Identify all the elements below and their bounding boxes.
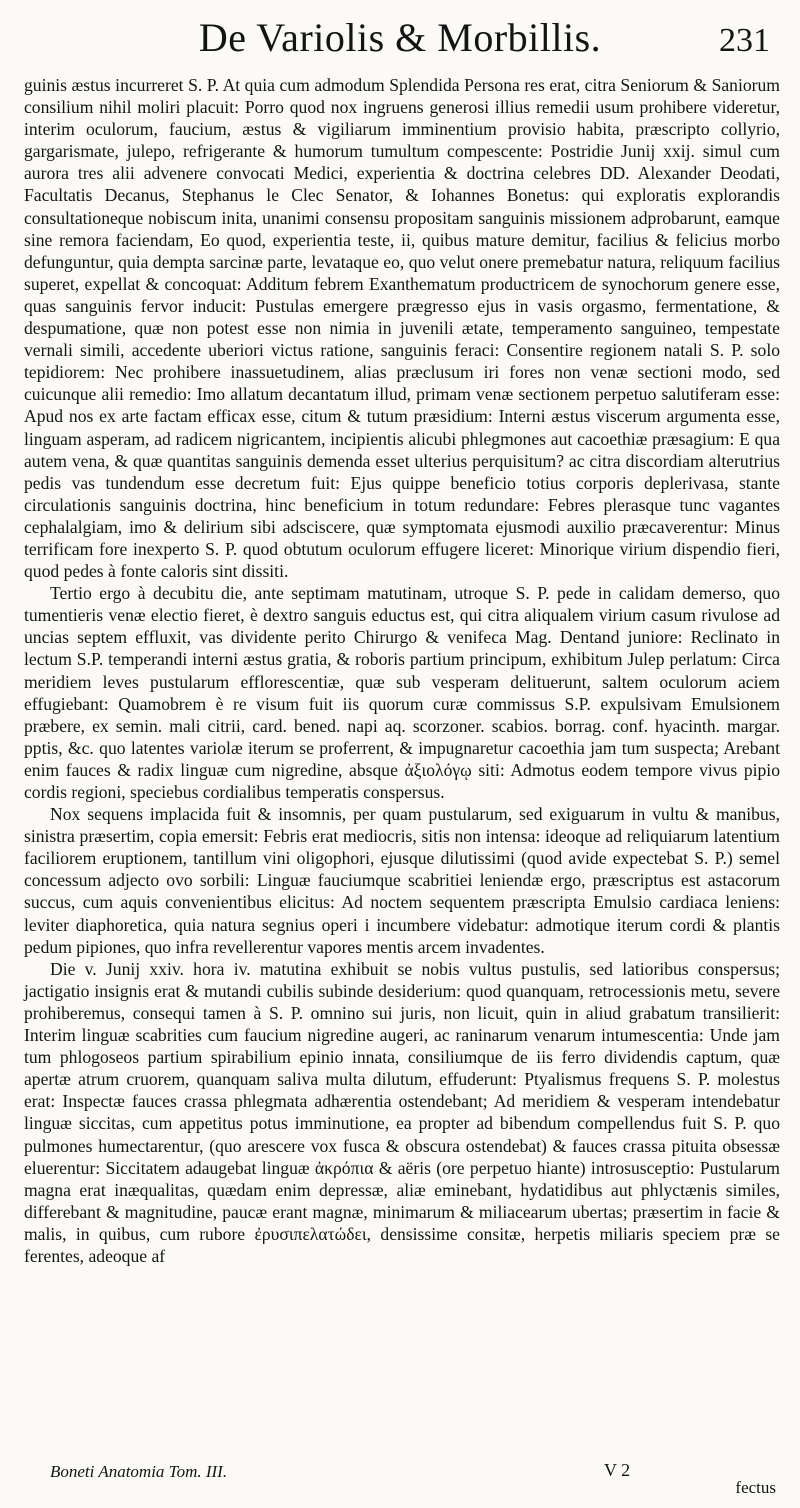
text-body bbox=[24, 74, 780, 1267]
page-title: De Variolis & Morbillis. bbox=[198, 15, 602, 60]
paragraph-3: Nox sequens implacida fuit & insomnis, per quam pustularum, sed exiguarum in vultu & manibus, sinistra præsertim, copia emersit: Febris erat mediocris, sitis non intensa: ideoque ad reliquiarum latentium faciliorem eruptionem, tantillum vini oligophori, ejusque dilutissimi (quod avide expectebat S. P.) semel concessum adjecto ovo sorbili: Linguæ fauciumque scabritiei leniendæ ergo, præscriptus est astacorum succus, cum aquis convenientibus elicitus: Ad noctem sequentem præscripta Emulsio cardiaca leniens: leviter diaphoretica, quia natura segnius operi i incumbere videbatur: admotique iterum cordi & plantis pedum pipiones, quo infra revellerentur vapores mentis arcem invadentes. bbox=[24, 804, 780, 957]
paragraph-4: Die v. Junij xxiv. hora iv. matutina exhibuit se nobis vultus pustulis, sed latioribus conspersus; jactigatio insignis erat & mutandi cubilis subinde desiderium: quod quanquam, retrocessionis metu, severe prohiberemus, consequi tamen à S. P. omnino sui juris, non licuit, quin in aliud grabatum transilierit: Interim linguæ scabrities cum faucium nigredine augeri, ac raninarum venarum intumescentia: Unde jam tum phlogoseos partium spirabilium epinio innata, consiliumque de iis ferro dividendis captum, quæ apertæ atrum cruorem, quanquam saliva multa dilutum, effuderunt: Ptyalismus frequens S. P. molestus erat: Inspectæ fauces crassa phlegmata adhærentia ostendebant; Ad meridiem & vesperam intendebatur linguæ siccitas, cum appetitus potus imminutione, ea propter ad bibendum compellendus fuit S. P. quo pulmones humectarentur, (quo arescere vox fusca & obscura ostendebat) & fauces crassa pituita obsessæ eluerentur: Siccitatem adaugebat linguæ ἀκρόπια & aëris (ore perpetuo hiante) introsusceptio: Pustularum magna erat inæqualitas, quædam enim depressæ, aliæ eminebant, hydatidibus aut phlyctænis similes, differebant & magnitudine, paucæ erant magnæ, minimarum & miliacearum ubertas; præsertim in facie & malis, in quibus, cum rubore ἐρυσιπελατώδει, densissime consitæ, herpetis miliaris speciem præ se ferentes, adeoque af bbox=[24, 958, 780, 1266]
catchword: fectus bbox=[735, 1478, 776, 1497]
running-footer-title: Boneti Anatomia Tom. III. bbox=[50, 1462, 228, 1481]
paragraph-1: guinis æstus incurreret S. P. At quia cum admodum Splendida Persona res erat, citra Seniorum & Saniorum consilium nihil moliri placuit: Porro quod nox ingruens generosi illius remedii usum prohibere videretur, interim oculorum, faucium, æstus & vigiliarum imminentium provisio habita, præscripto collyrio, gargarismate, julepo, refrigerante & humorum tumultum compescente: Postridie Junij xxij. simul cum aurora tres alii advenere convocati Medici, experientia & doctrina celebres DD. Alexander Deodati, Facultatis Decanus, Stephanus le Clec Senator, & Iohannes Bonetus: qui exploratis explorandis consultationeque nobiscum inita, unanimi consensu propositam sanguinis missionem adprobarunt, eamque sine remora faciendam, Eo quod, experientia teste, ii, quibus mature demitur, facilius & felicius morbo defunguntur, quia dempta sarcinæ parte, levataque eo, quo velut onere premebatur natura, reliquum facilius superet, expellat & concoquat: Additum febrem Exanthematum productricem de synochorum genere esse, quas sanguinis fervor inducit: Pustulas emergere prægresso ejus in vasis orgasmo, fermentatione, & despumatione, quæ non potest esse non nimia in juvenili ætate, temperamento sanguineo, tempestate vernali simili, accedente uberiori victus ratione, sanguinis feraci: Consentire regionem natali S. P. solo tepidiorem: Nec prohibere inassuetudinem, alias præclusum iri fores non venæ sectioni modo, sed cuicunque alii remedio: Imo allatum decantatum illud, primam venæ sectionem perpetuo salutiferam esse: Apud nos ex arte factam efficax esse, citum & tutum præsidium: Interni æstus viscerum argumenta esse, linguam asperam, ad radicem nigricantem, incipientis alicubi phlegmones aut cacoethiæ præsagium: E qua autem vena, & quæ quantitas sanguinis demenda esset ulterius perquisitum? ac citra discordiam alterutrius pedis vas tundendum esse decretum fuit: Ejus quippe beneficio totius corporis deplerivasa, stante circulationis sanguinis doctrina, hinc beneficium in totum redundare: Febres plerasque tunc vagantes cephalalgiam, imo & delirium sibi adsciscere, quæ symptomata ejusmodi auxilio præcaverentur: Minus terrificam fore inexperto S. P. quod obtutum oculorum effugere liceret: Minorique virium dispendio fieri, quod pedes à fonte caloris sint dissiti. bbox=[24, 75, 780, 582]
page-number: 231 bbox=[719, 22, 770, 59]
page-header bbox=[0, 0, 800, 74]
signature-mark: V 2 bbox=[604, 1460, 631, 1480]
paragraph-2: Tertio ergo à decubitu die, ante septimam matutinam, utroque S. P. pede in calidam demerso, quo tumentieris venæ electio fieret, è dextro sanguis eductus est, qui citra aliqualem virium casum rivulose ad uncias septem effluxit, vas dividente perito Chirurgo & venifeca Mag. Dentand juniore: Reclinato in lectum S.P. temperandi interni æstus gratia, & roboris partium principum, exhibitum Julep perlatum: Circa meridiem leves pustularum efflorescentiæ, quæ sub vesperam delituerunt, saltem oculorum aciem effugiebant: Quamobrem è re visum fuit iis quorum curæ commissus S.P. expulsivam Emulsionem præbere, ex semin. mali citrii, card. bened. napi aq. scorzoner. scabios. borrag. conf. hyacinth. margar. pptis, &c. quo latentes variolæ iterum se proferrent, & impugnaretur cacoethia jam tum suspecta; Arebant enim fauces & radix linguæ cum nigredine, absque ἀξιολόγῳ siti: Admotus eodem tempore vivus pipio cordis regioni, speciebus cordialibus temperatis conspersus. bbox=[24, 583, 780, 802]
